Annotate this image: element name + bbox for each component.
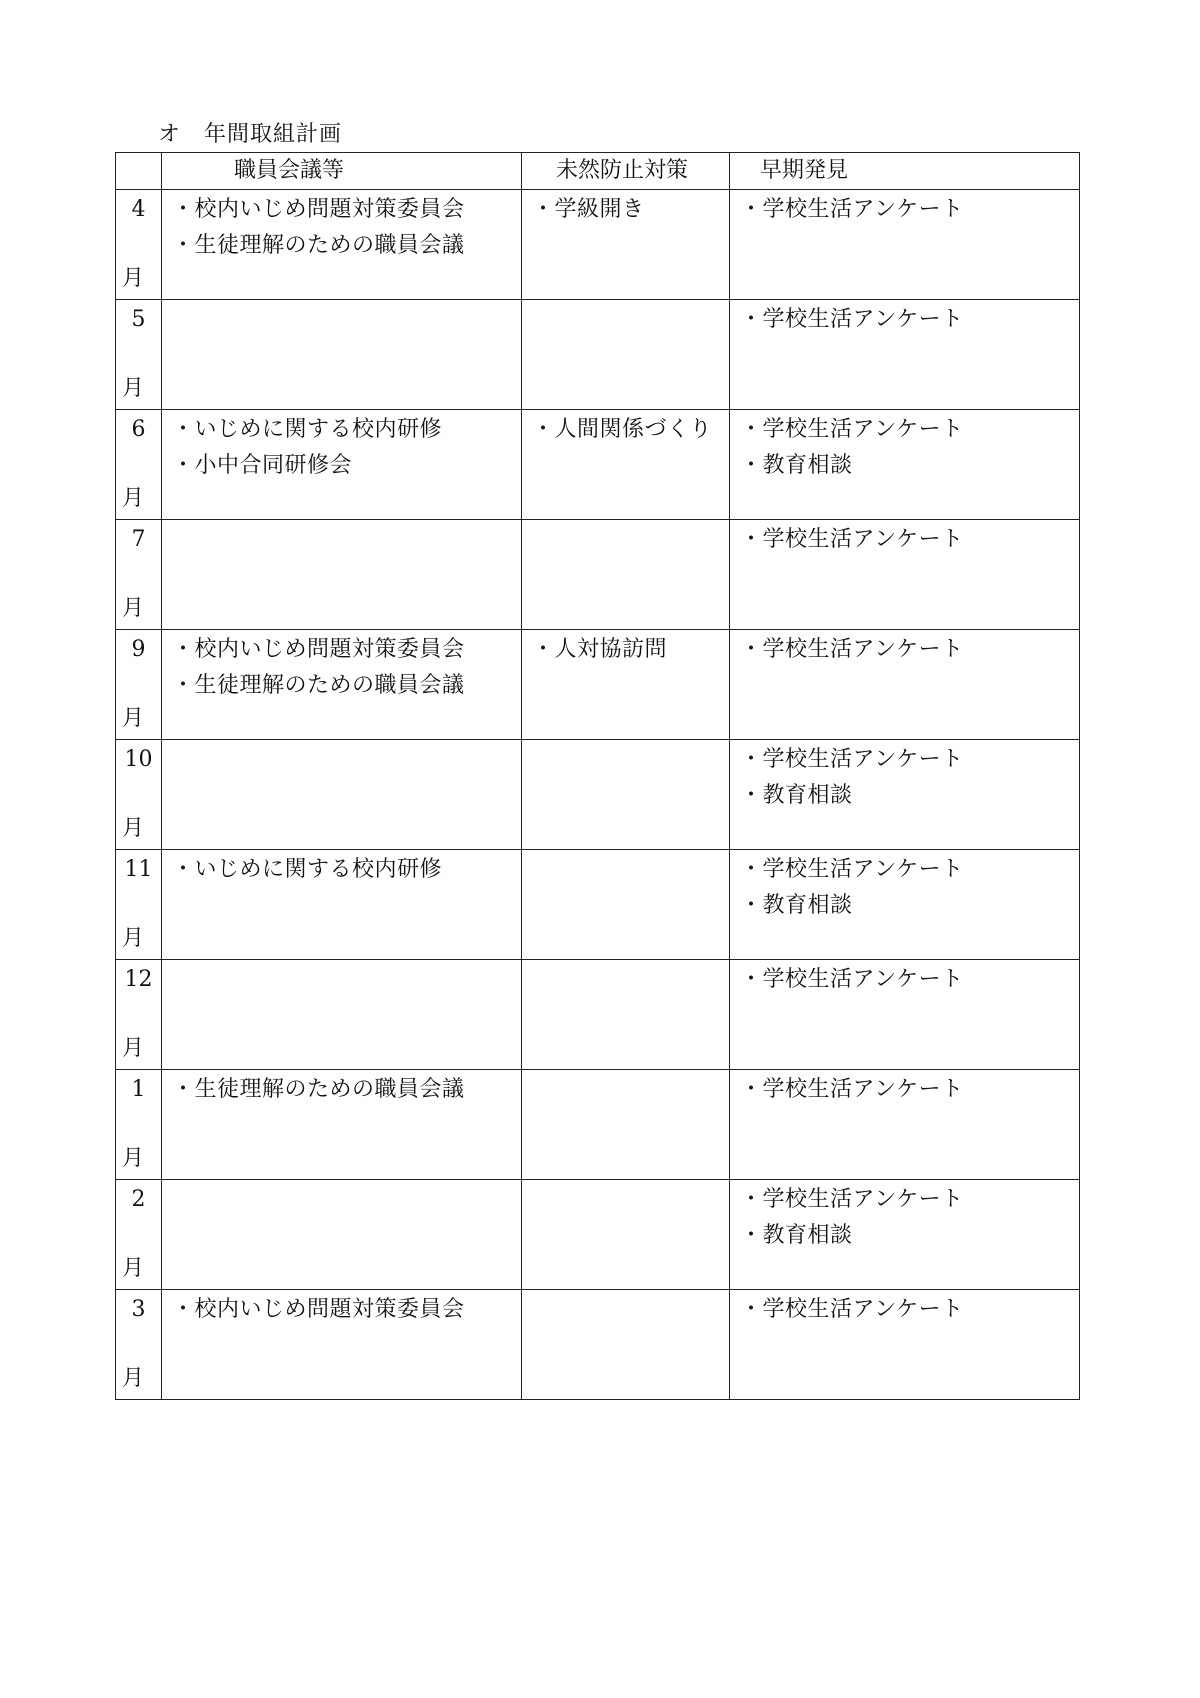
list-item: ・学校生活アンケート: [740, 307, 964, 332]
item-list: [522, 960, 729, 962]
month-cell: [116, 520, 162, 630]
item-list: [730, 410, 1079, 484]
item-list: [522, 520, 729, 522]
item-list: [730, 850, 1079, 924]
header-early-detection: 早期発見: [730, 153, 1080, 190]
header-staff-meetings: 職員会議等: [162, 153, 522, 190]
item-list: [522, 630, 729, 668]
staff-meetings-cell: [162, 1290, 522, 1400]
table-row: [116, 630, 1080, 740]
item-list: [162, 1290, 521, 1328]
table-row: [116, 1070, 1080, 1180]
list-item: ・生徒理解のための職員会議: [172, 673, 465, 698]
list-item: ・校内いじめ問題対策委員会: [172, 1297, 465, 1322]
item-list: [730, 190, 1079, 228]
item-list: [522, 1070, 729, 1072]
list-item: ・学校生活アンケート: [740, 197, 964, 222]
list-item: ・学校生活アンケート: [740, 527, 964, 552]
staff-meetings-cell: [162, 740, 522, 850]
staff-meetings-cell: [162, 1180, 522, 1290]
list-item: ・人間関係づくり: [532, 417, 713, 442]
month-number: 11: [124, 857, 153, 882]
month-number: 7: [131, 527, 146, 552]
item-list: [162, 300, 521, 302]
list-item: ・校内いじめ問題対策委員会: [172, 637, 465, 662]
month-number: 6: [131, 417, 146, 442]
staff-meetings-cell: [162, 300, 522, 410]
item-list: [522, 850, 729, 852]
item-list: [522, 410, 729, 448]
prevention-cell: [522, 1290, 730, 1400]
prevention-cell: [522, 850, 730, 960]
item-list: [162, 520, 521, 522]
annual-plan-table: [115, 152, 1080, 1400]
prevention-cell: [522, 960, 730, 1070]
staff-meetings-cell: [162, 190, 522, 300]
month-number: 9: [131, 637, 146, 662]
staff-meetings-cell: [162, 410, 522, 520]
table-row: [116, 520, 1080, 630]
item-list: [162, 1180, 521, 1182]
list-item: ・人対協訪問: [532, 637, 668, 662]
early-detection-cell: [730, 850, 1080, 960]
staff-meetings-cell: [162, 1070, 522, 1180]
prevention-cell: [522, 1070, 730, 1180]
table-row: [116, 410, 1080, 520]
prevention-cell: [522, 1180, 730, 1290]
month-cell: [116, 740, 162, 850]
table-body: [116, 190, 1080, 1400]
early-detection-cell: [730, 740, 1080, 850]
item-list: [730, 1180, 1079, 1254]
staff-meetings-cell: [162, 520, 522, 630]
month-number: 1: [131, 1077, 146, 1102]
list-item: ・生徒理解のための職員会議: [172, 1077, 465, 1102]
month-cell: [116, 1180, 162, 1290]
early-detection-cell: [730, 1180, 1080, 1290]
list-item: ・教育相談: [740, 453, 853, 478]
prevention-cell: [522, 300, 730, 410]
month-unit: 月: [122, 1256, 145, 1281]
item-list: [730, 520, 1079, 558]
list-item: ・学校生活アンケート: [740, 1187, 964, 1212]
item-list: [522, 190, 729, 228]
early-detection-cell: [730, 1290, 1080, 1400]
month-unit: 月: [122, 926, 145, 951]
item-list: [162, 1070, 521, 1108]
list-item: ・小中合同研修会: [172, 453, 353, 478]
list-item: ・いじめに関する校内研修: [172, 417, 443, 442]
early-detection-cell: [730, 190, 1080, 300]
table-header-row: [116, 153, 1080, 190]
month-unit: 月: [122, 706, 145, 731]
list-item: ・学校生活アンケート: [740, 747, 964, 772]
month-cell: [116, 630, 162, 740]
month-cell: [116, 960, 162, 1070]
list-item: ・学校生活アンケート: [740, 1297, 964, 1322]
table-row: [116, 190, 1080, 300]
month-cell: [116, 850, 162, 960]
list-item: ・学校生活アンケート: [740, 637, 964, 662]
month-unit: 月: [122, 816, 145, 841]
table-row: [116, 1290, 1080, 1400]
item-list: [522, 740, 729, 742]
month-unit: 月: [122, 486, 145, 511]
month-cell: [116, 1290, 162, 1400]
month-number: 10: [124, 747, 153, 772]
month-cell: [116, 190, 162, 300]
list-item: ・教育相談: [740, 783, 853, 808]
month-number: 3: [131, 1297, 146, 1322]
early-detection-cell: [730, 960, 1080, 1070]
month-unit: 月: [122, 596, 145, 621]
list-item: ・教育相談: [740, 893, 853, 918]
staff-meetings-cell: [162, 630, 522, 740]
list-item: ・いじめに関する校内研修: [172, 857, 443, 882]
list-item: ・学校生活アンケート: [740, 857, 964, 882]
item-list: [162, 410, 521, 484]
header-month: [116, 153, 162, 190]
item-list: [162, 960, 521, 962]
item-list: [522, 300, 729, 302]
item-list: [162, 740, 521, 742]
month-cell: [116, 1070, 162, 1180]
early-detection-cell: [730, 520, 1080, 630]
item-list: [522, 1180, 729, 1182]
item-list: [730, 300, 1079, 338]
month-unit: 月: [122, 1146, 145, 1171]
item-list: [730, 1070, 1079, 1108]
month-cell: [116, 410, 162, 520]
month-number: 4: [131, 197, 146, 222]
staff-meetings-cell: [162, 850, 522, 960]
staff-meetings-cell: [162, 960, 522, 1070]
list-item: ・学校生活アンケート: [740, 417, 964, 442]
item-list: [730, 1290, 1079, 1328]
list-item: ・学級開き: [532, 197, 645, 222]
prevention-cell: [522, 630, 730, 740]
table-row: [116, 300, 1080, 410]
month-unit: 月: [122, 266, 145, 291]
list-item: ・学校生活アンケート: [740, 967, 964, 992]
month-number: 2: [131, 1187, 146, 1212]
list-item: ・教育相談: [740, 1223, 853, 1248]
month-unit: 月: [122, 376, 145, 401]
early-detection-cell: [730, 630, 1080, 740]
header-prevention: 未然防止対策: [522, 153, 730, 190]
month-cell: [116, 300, 162, 410]
list-item: ・校内いじめ問題対策委員会: [172, 197, 465, 222]
table-row: [116, 960, 1080, 1070]
table-row: [116, 1180, 1080, 1290]
item-list: [162, 850, 521, 888]
item-list: [730, 630, 1079, 668]
month-unit: 月: [122, 1366, 145, 1391]
early-detection-cell: [730, 410, 1080, 520]
month-number: 5: [131, 307, 146, 332]
table-row: [116, 850, 1080, 960]
month-number: 12: [124, 967, 153, 992]
item-list: [730, 960, 1079, 998]
prevention-cell: [522, 410, 730, 520]
list-item: ・学校生活アンケート: [740, 1077, 964, 1102]
month-unit: 月: [122, 1036, 145, 1061]
prevention-cell: [522, 190, 730, 300]
item-list: [730, 740, 1079, 814]
item-list: [522, 1290, 729, 1292]
list-item: ・生徒理解のための職員会議: [172, 233, 465, 258]
item-list: [162, 630, 521, 704]
early-detection-cell: [730, 300, 1080, 410]
table-row: [116, 740, 1080, 850]
section-title: オ 年間取組計画: [158, 122, 343, 147]
early-detection-cell: [730, 1070, 1080, 1180]
prevention-cell: [522, 740, 730, 850]
item-list: [162, 190, 521, 264]
prevention-cell: [522, 520, 730, 630]
